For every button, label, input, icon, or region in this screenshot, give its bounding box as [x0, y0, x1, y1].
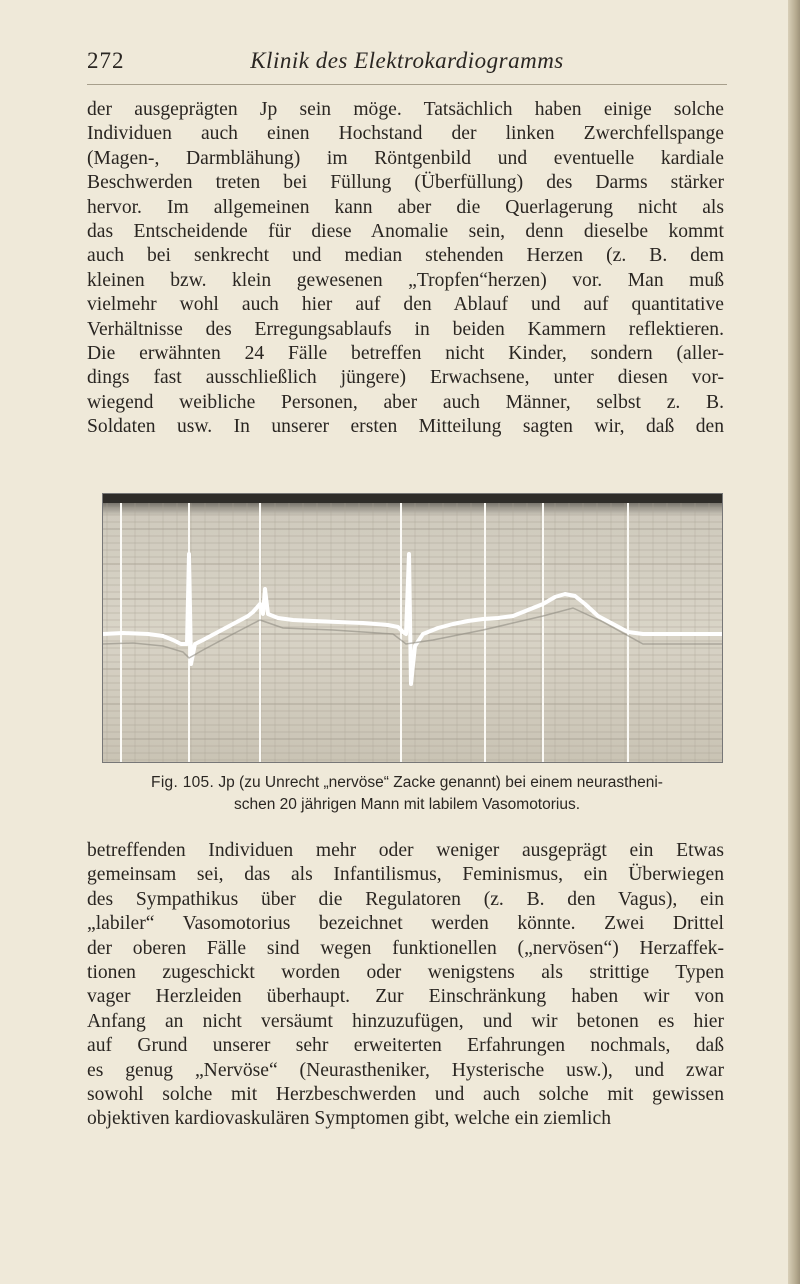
text-line: (Magen-, Darmblähung) im Röntgenbild und eventuelle kardiale — [87, 147, 724, 169]
text-line: das Entscheidende für diese Anomalie sein, denn dieselbe kommt — [87, 221, 724, 243]
text-line: objektiven kardiovaskulären Symptomen gibt, welche ein ziemlich — [87, 1108, 611, 1130]
text-line: sowohl solche mit Herzbeschwerden und auch solche mit gewissen — [87, 1084, 724, 1106]
text-line: Anfang an nicht versäumt hinzuzufügen, und wir betonen es hier — [87, 1010, 724, 1032]
ecg-trace-image — [103, 494, 722, 762]
running-title: Klinik des Elektrokardiogramms — [250, 48, 564, 73]
text-line: Beschwerden treten bei Füllung (Überfüllung) des Darms stärker — [87, 172, 724, 194]
figure-background — [103, 494, 722, 762]
text-line: vager Herzleiden überhaupt. Zur Einschränkung haben wir von — [87, 986, 724, 1008]
paragraph-2 — [87, 839, 724, 1132]
text-line: auch bei senkrecht und median stehenden Herzen (z. B. dem — [87, 245, 724, 267]
caption-line-1: Jp (zu Unrecht „nervöse“ Zacke genannt) bei einem neurastheni- — [218, 774, 663, 791]
text-line: Individuen auch einen Hochstand der linken Zwerchfellspange — [87, 123, 724, 145]
text-line: vielmehr wohl auch hier auf den Ablauf und auf quantitative — [87, 294, 724, 316]
text-line: Soldaten usw. In unserer ersten Mitteilung sagten wir, daß den — [87, 416, 724, 438]
text-line: „labiler“ Vasomotorius bezeichnet werden könnte. Zwei Drittel — [87, 913, 724, 935]
text-line: gemeinsam sei, das als Infantilismus, Feminismus, ein Überwiegen — [87, 864, 724, 886]
text-line: der ausgeprägten Jp sein möge. Tatsächlich haben einige solche — [87, 99, 724, 120]
text-line: Verhältnisse des Erregungsablaufs in beiden Kammern reflektieren. — [87, 318, 724, 340]
text-line: des Sympathikus über die Regulatoren (z. B. den Vagus), ein — [87, 888, 724, 910]
text-line: es genug „Nervöse“ (Neurastheniker, Hysterische usw.), und zwar — [87, 1059, 724, 1081]
text-line: Die erwähnten 24 Fälle betreffen nicht Kinder, sondern (aller- — [87, 343, 724, 365]
page-header — [87, 48, 727, 78]
text-line: wiegend weibliche Personen, aber auch Männer, selbst z. B. — [87, 391, 724, 413]
figure-caption — [87, 772, 727, 816]
caption-line-2: schen 20 jährigen Mann mit labilem Vasomotorius. — [233, 796, 581, 813]
text-line: hervor. Im allgemeinen kann aber die Querlagerung nicht als — [87, 196, 724, 218]
text-line: betreffenden Individuen mehr oder weniger ausgeprägt ein Etwas — [87, 840, 724, 861]
text-line: auf Grund unserer sehr erweiterten Erfahrungen nochmals, daß — [87, 1035, 724, 1057]
text-line: dings fast ausschließlich jüngere) Erwachsene, unter diesen vor- — [87, 367, 724, 389]
text-line: tionen zugeschickt worden oder wenigstens als strittige Typen — [87, 962, 724, 984]
page-number: 272 — [87, 48, 125, 73]
paragraph-1 — [87, 98, 724, 440]
text-line: der oberen Fälle sind wegen funktionellen („nervösen“) Herzaffek- — [87, 937, 724, 959]
page-edge — [788, 0, 800, 1284]
text-line: kleinen bzw. klein gewesenen „Tropfen“herzen) vor. Man muß — [87, 269, 724, 291]
ecg-figure — [102, 493, 723, 763]
figure-label: Fig. 105. — [151, 774, 215, 791]
top-band — [103, 494, 722, 503]
header-rule — [87, 84, 727, 85]
